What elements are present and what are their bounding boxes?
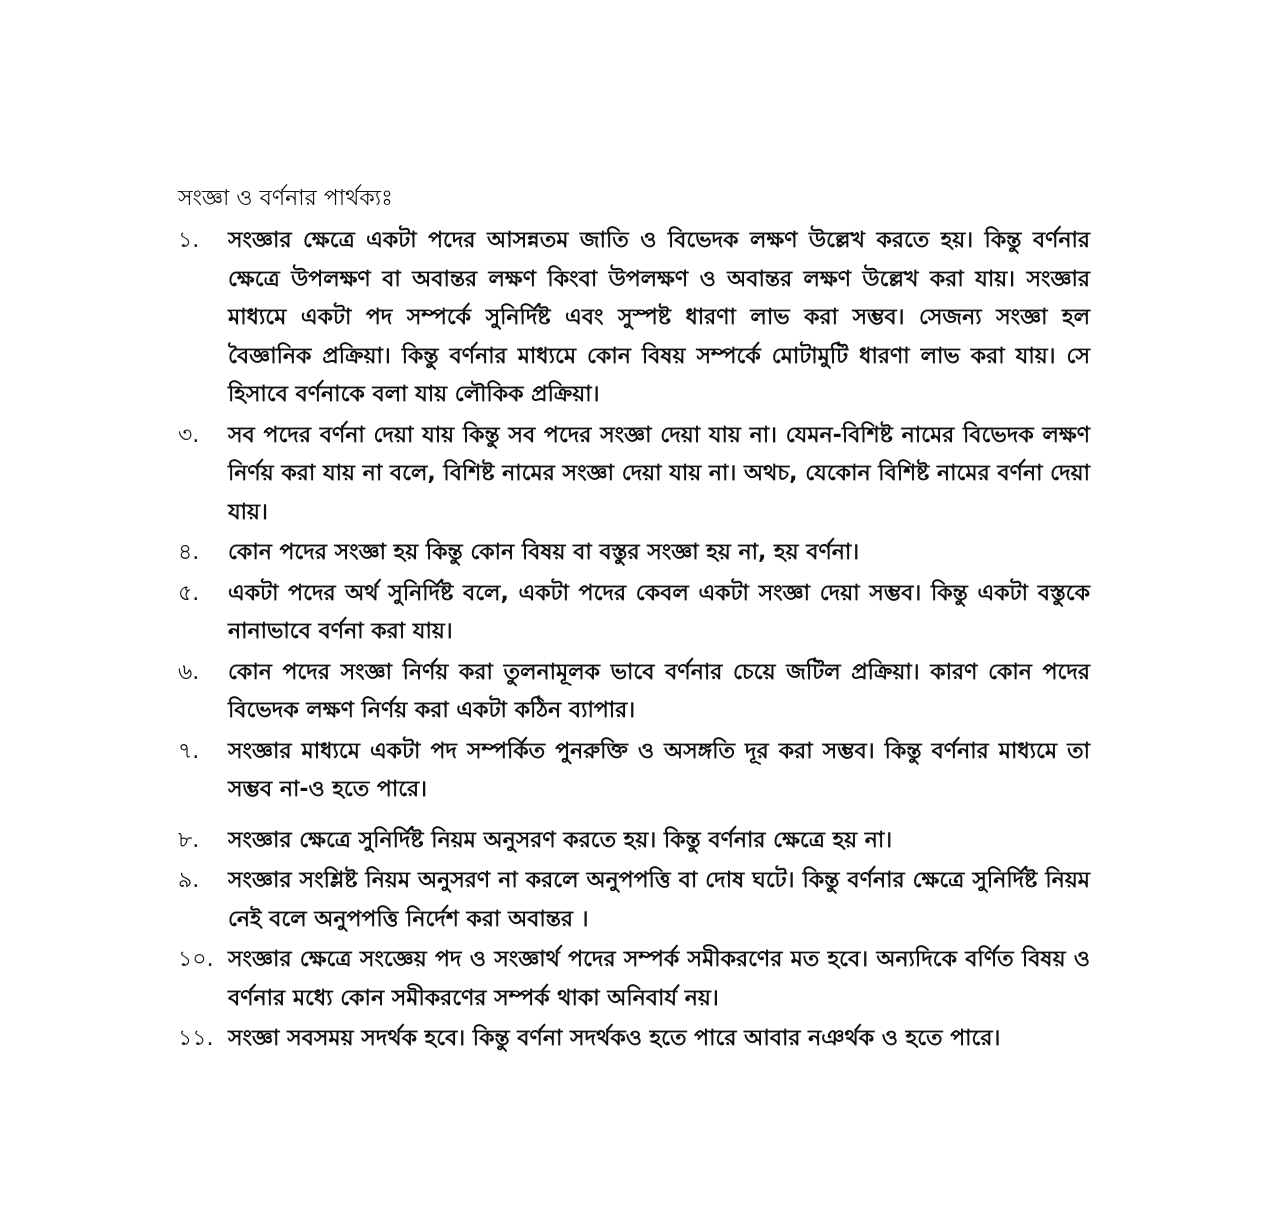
item-text: সংজ্ঞার সংশ্লিষ্ট নিয়ম অনুসরণ না করলে অনুপপত্তি বা দোষ ঘটে। কিন্তু বর্ণনার ক্ষেত্রে সুনির্দিষ্ট নিয়ম নেই বলে অনুপপত্তি নির্দেশ করা অবান্তর । — [228, 868, 1090, 932]
list-item — [178, 654, 1090, 731]
item-text: সংজ্ঞার ক্ষেত্রে একটা পদের আসন্নতম জাতি ও বিভেদক লক্ষণ উল্লেখ করতে হয়। কিন্তু বর্ণনার ক্ষেত্রে উপলক্ষণ বা অবান্তর লক্ষণ কিংবা উপলক্ষণ ও অবান্তর লক্ষণ উল্লেখ করা যায়। সংজ্ঞার মাধ্যমে একটা পদ সম্পর্কে সুনির্দিষ্ট এবং সুস্পষ্ট ধারণা লাভ করা সম্ভব। সেজন্য সংজ্ঞা হল বৈজ্ঞানিক প্রক্রিয়া। কিন্তু বর্ণনার মাধ্যমে কোন বিষয় সম্পর্কে মোটামুটি ধারণা লাভ করা যায়। সে হিসাবে বর্ণনাকে বলা যায় লৌকিক প্রক্রিয়া। — [228, 228, 1090, 407]
item-text: সংজ্ঞার মাধ্যমে একটা পদ সম্পর্কিত পুনরুক্তি ও অসঙ্গতি দূর করা সম্ভব। কিন্তু বর্ণনার মাধ্যমে তা সম্ভব না-ও হতে পারে। — [228, 738, 1090, 802]
item-number: ৬. — [178, 659, 200, 685]
list-item — [178, 575, 1090, 652]
item-number: ১১. — [178, 1026, 214, 1051]
item-number: ৮. — [178, 827, 200, 853]
list-item — [178, 222, 1090, 415]
list-item — [178, 941, 1090, 1018]
item-text: সংজ্ঞা সবসময় সদর্থক হবে। কিন্তু বর্ণনা সদর্থকও হতে পারে আবার নঞর্থক ও হতে পারে। — [228, 1026, 1001, 1051]
list-item — [178, 862, 1090, 939]
list-item — [178, 822, 1090, 861]
list-item — [178, 1020, 1090, 1059]
item-text: কোন পদের সংজ্ঞা নির্ণয় করা তুলনামূলক ভাবে বর্ণনার চেয়ে জটিল প্রক্রিয়া। কারণ কোন পদের বিভেদক লক্ষণ নির্ণয় করা একটা কঠিন ব্যাপার। — [228, 659, 1090, 723]
item-text: একটা পদের অর্থ সুনির্দিষ্ট বলে, একটা পদের কেবল একটা সংজ্ঞা দেয়া সম্ভব। কিন্তু একটা বস্তুকে নানাভাবে বর্ণনা করা যায়। — [228, 580, 1090, 644]
document-heading: সংজ্ঞা ও বর্ণনার পার্থক্যঃ — [178, 186, 393, 211]
item-text: সব পদের বর্ণনা দেয়া যায় কিন্তু সব পদের সংজ্ঞা দেয়া যায় না। যেমন-বিশিষ্ট নামের বিভেদক লক্ষণ নির্ণয় করা যায় না বলে, বিশিষ্ট নামের সংজ্ঞা দেয়া যায় না। অথচ, যেকোন বিশিষ্ট নামের বর্ণনা দেয়া যায়। — [228, 422, 1090, 525]
item-text: সংজ্ঞার ক্ষেত্রে সুনির্দিষ্ট নিয়ম অনুসরণ করতে হয়। কিন্তু বর্ণনার ক্ষেত্রে হয় না। — [228, 827, 893, 853]
difference-list — [178, 222, 1090, 1059]
list-item — [178, 733, 1090, 810]
item-text: সংজ্ঞার ক্ষেত্রে সংজ্ঞেয় পদ ও সংজ্ঞার্থ পদের সম্পর্ক সমীকরণের মত হবে। অন্যদিকে বর্ণিত বিষয় ও বর্ণনার মধ্যে কোন সমীকরণের সম্পর্ক থাকা অনিবার্য নয়। — [228, 947, 1090, 1011]
item-number: ১. — [178, 228, 200, 253]
item-number: ৩. — [178, 422, 200, 448]
document-body — [178, 180, 1090, 1061]
item-number: ৫. — [178, 580, 200, 606]
item-number: ১০. — [178, 947, 214, 972]
list-item — [178, 534, 1090, 573]
item-number: ৯. — [178, 868, 200, 893]
item-number: ৭. — [178, 738, 200, 764]
item-number: ৪. — [178, 540, 200, 565]
list-item — [178, 417, 1090, 533]
item-text: কোন পদের সংজ্ঞা হয় কিন্তু কোন বিষয় বা বস্তুর সংজ্ঞা হয় না, হয় বর্ণনা। — [228, 540, 860, 565]
